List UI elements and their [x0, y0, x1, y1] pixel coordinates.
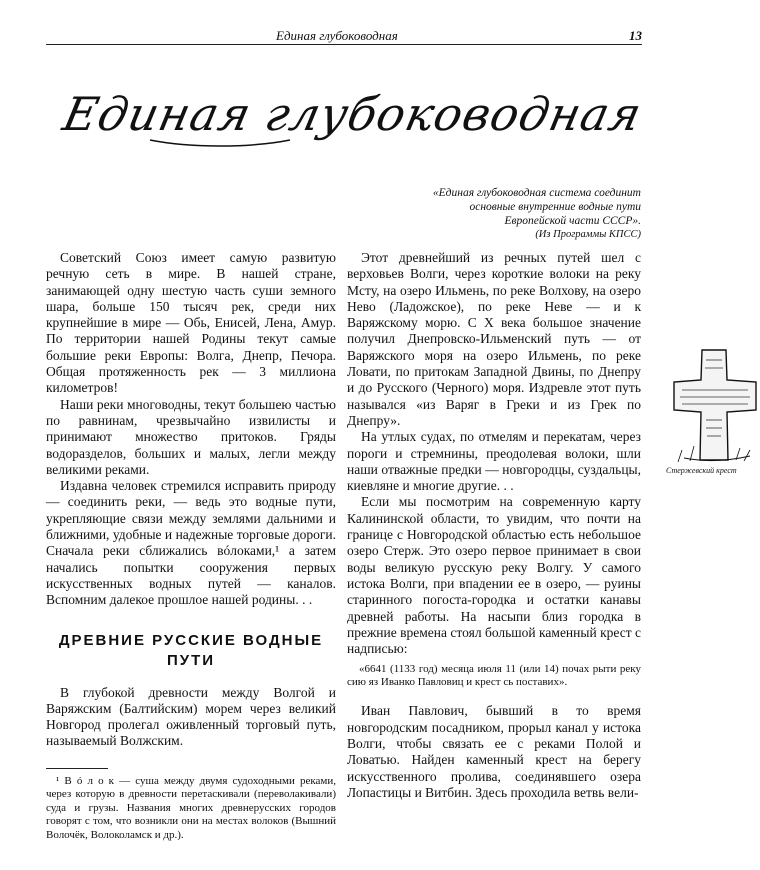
paragraph: Издавна человек стремился исправить природу — соединить реки, — ведь это водные пути, укрепляющие связи между землями дальними и ближними, удобные и надежные торговые дороги. Сначала реки сближались вóлоками,¹ а затем начались попытки сооружения первых искусственных водных путей — каналов. Вспомним далекое прошлое нашей родины. . . — [46, 478, 336, 608]
section-heading: ДРЕВНИЕ РУССКИЕ ВОДНЫЕ ПУТИ — [58, 631, 324, 669]
footnote: ¹ В ó л о к — суша между двумя судоходными реками, через которую в древности перетаскивали (переволакивали) суда и грузы. Названия многих древнерусских городов говорят с том, что возникли они на местах волоков (Вышний Волочёк, Волоколамск и др.). — [46, 774, 336, 841]
paragraph: Советский Союз имеет самую развитую речную сеть в мире. В нашей стране, занимающей одну шестую часть суши земного шара, больше 150 тысяч рек, среди них крупнейшие в мире — Обь, Енисей, Лена, Амур. По территории нашей Родины текут самые большие реки Европы: Волга, Днепр, Печора. Общая протяженность рек — 3 миллиона километров! — [46, 250, 336, 396]
text-column-right — [347, 250, 641, 801]
script-flourish — [150, 140, 290, 146]
paragraph: В глубокой древности между Волгой и Варяжским (Балтийским) морем через великий Новгород пролегал оживленный торговый путь, называемый Волжским. — [46, 684, 336, 749]
footnote-divider — [46, 768, 108, 769]
script-title — [58, 70, 647, 160]
epigraph-text: «Единая глубоководная система соединит основные внутренние водные пути Европейской части СССР». — [432, 187, 641, 227]
paragraph: Иван Павлович, бывший в то время новгородским посадником, прорыл канал у истока Волги, чтобы связать ее с реками Полой и Ловатью. Найден каменный крест на берегу искусственного пролива, соединявшего озера Лопастицы и Витбин. Здесь проходила ветвь вели- — [347, 703, 641, 800]
page-number: 13 — [629, 28, 642, 43]
stone-cross-illustration — [670, 340, 760, 500]
running-header — [46, 24, 642, 45]
inscription-quote: «6641 (1133 год) месяца июля 11 (или 14) почах рыти реку сию яз Иванко Павловиц и крест сь поставих». — [347, 663, 641, 689]
paragraph: На утлых судах, по отмелям и перекатам, через пороги и стремнины, преодолевая волоки, шли наши отважные предки — новгородцы, суздальцы, киевляне и многие другие. . . — [347, 429, 641, 494]
paragraph: Этот древнейший из речных путей шел с верховьев Волги, через короткие волоки на реку Мсту, на озеро Ильмень, по реке Волхову, на озеро Нево (Ладожское), по реке Неве — и к Варяжскому морю. С X века большое значение получил Днепровско-Ильменский путь — от Варяжского моря на озеро Ильмень, по реке Ловати, по притокам Западной Двины, по Днепру и до Русского (Черного) моря. Издревле этот путь назывался «из Варяг в Греки и из Грек по Днепру». — [347, 250, 641, 428]
paragraph: Наши реки многоводны, текут большею частью по равнинам, чрезвычайно извилисты и принимают множество притоков. Гряды водоразделов, больших и малых, легли между великими реками. — [46, 396, 336, 477]
text-column-left — [46, 250, 336, 842]
paragraph: Если мы посмотрим на современную карту Калининской области, то увидим, что почти на границе с Новгородской областью есть небольшое озеро Стерж. Это озеро первое принимает в свои воды великую русскую реку Волгу. У самого истока Волги, при впадении ее в озеро, — руины старинного погоста-городка и остатки канавы древней работы. На насыпи близ городка в прежние времена стоял большой каменный крест с надписью: — [347, 494, 641, 657]
script-title-text: Единая глубоководная — [58, 87, 647, 141]
epigraph-source: (Из Программы КПСС) — [535, 229, 641, 240]
running-title: Единая глубоководная — [276, 28, 398, 43]
epigraph — [405, 186, 641, 242]
illustration-caption: Стержевский крест — [666, 466, 737, 475]
